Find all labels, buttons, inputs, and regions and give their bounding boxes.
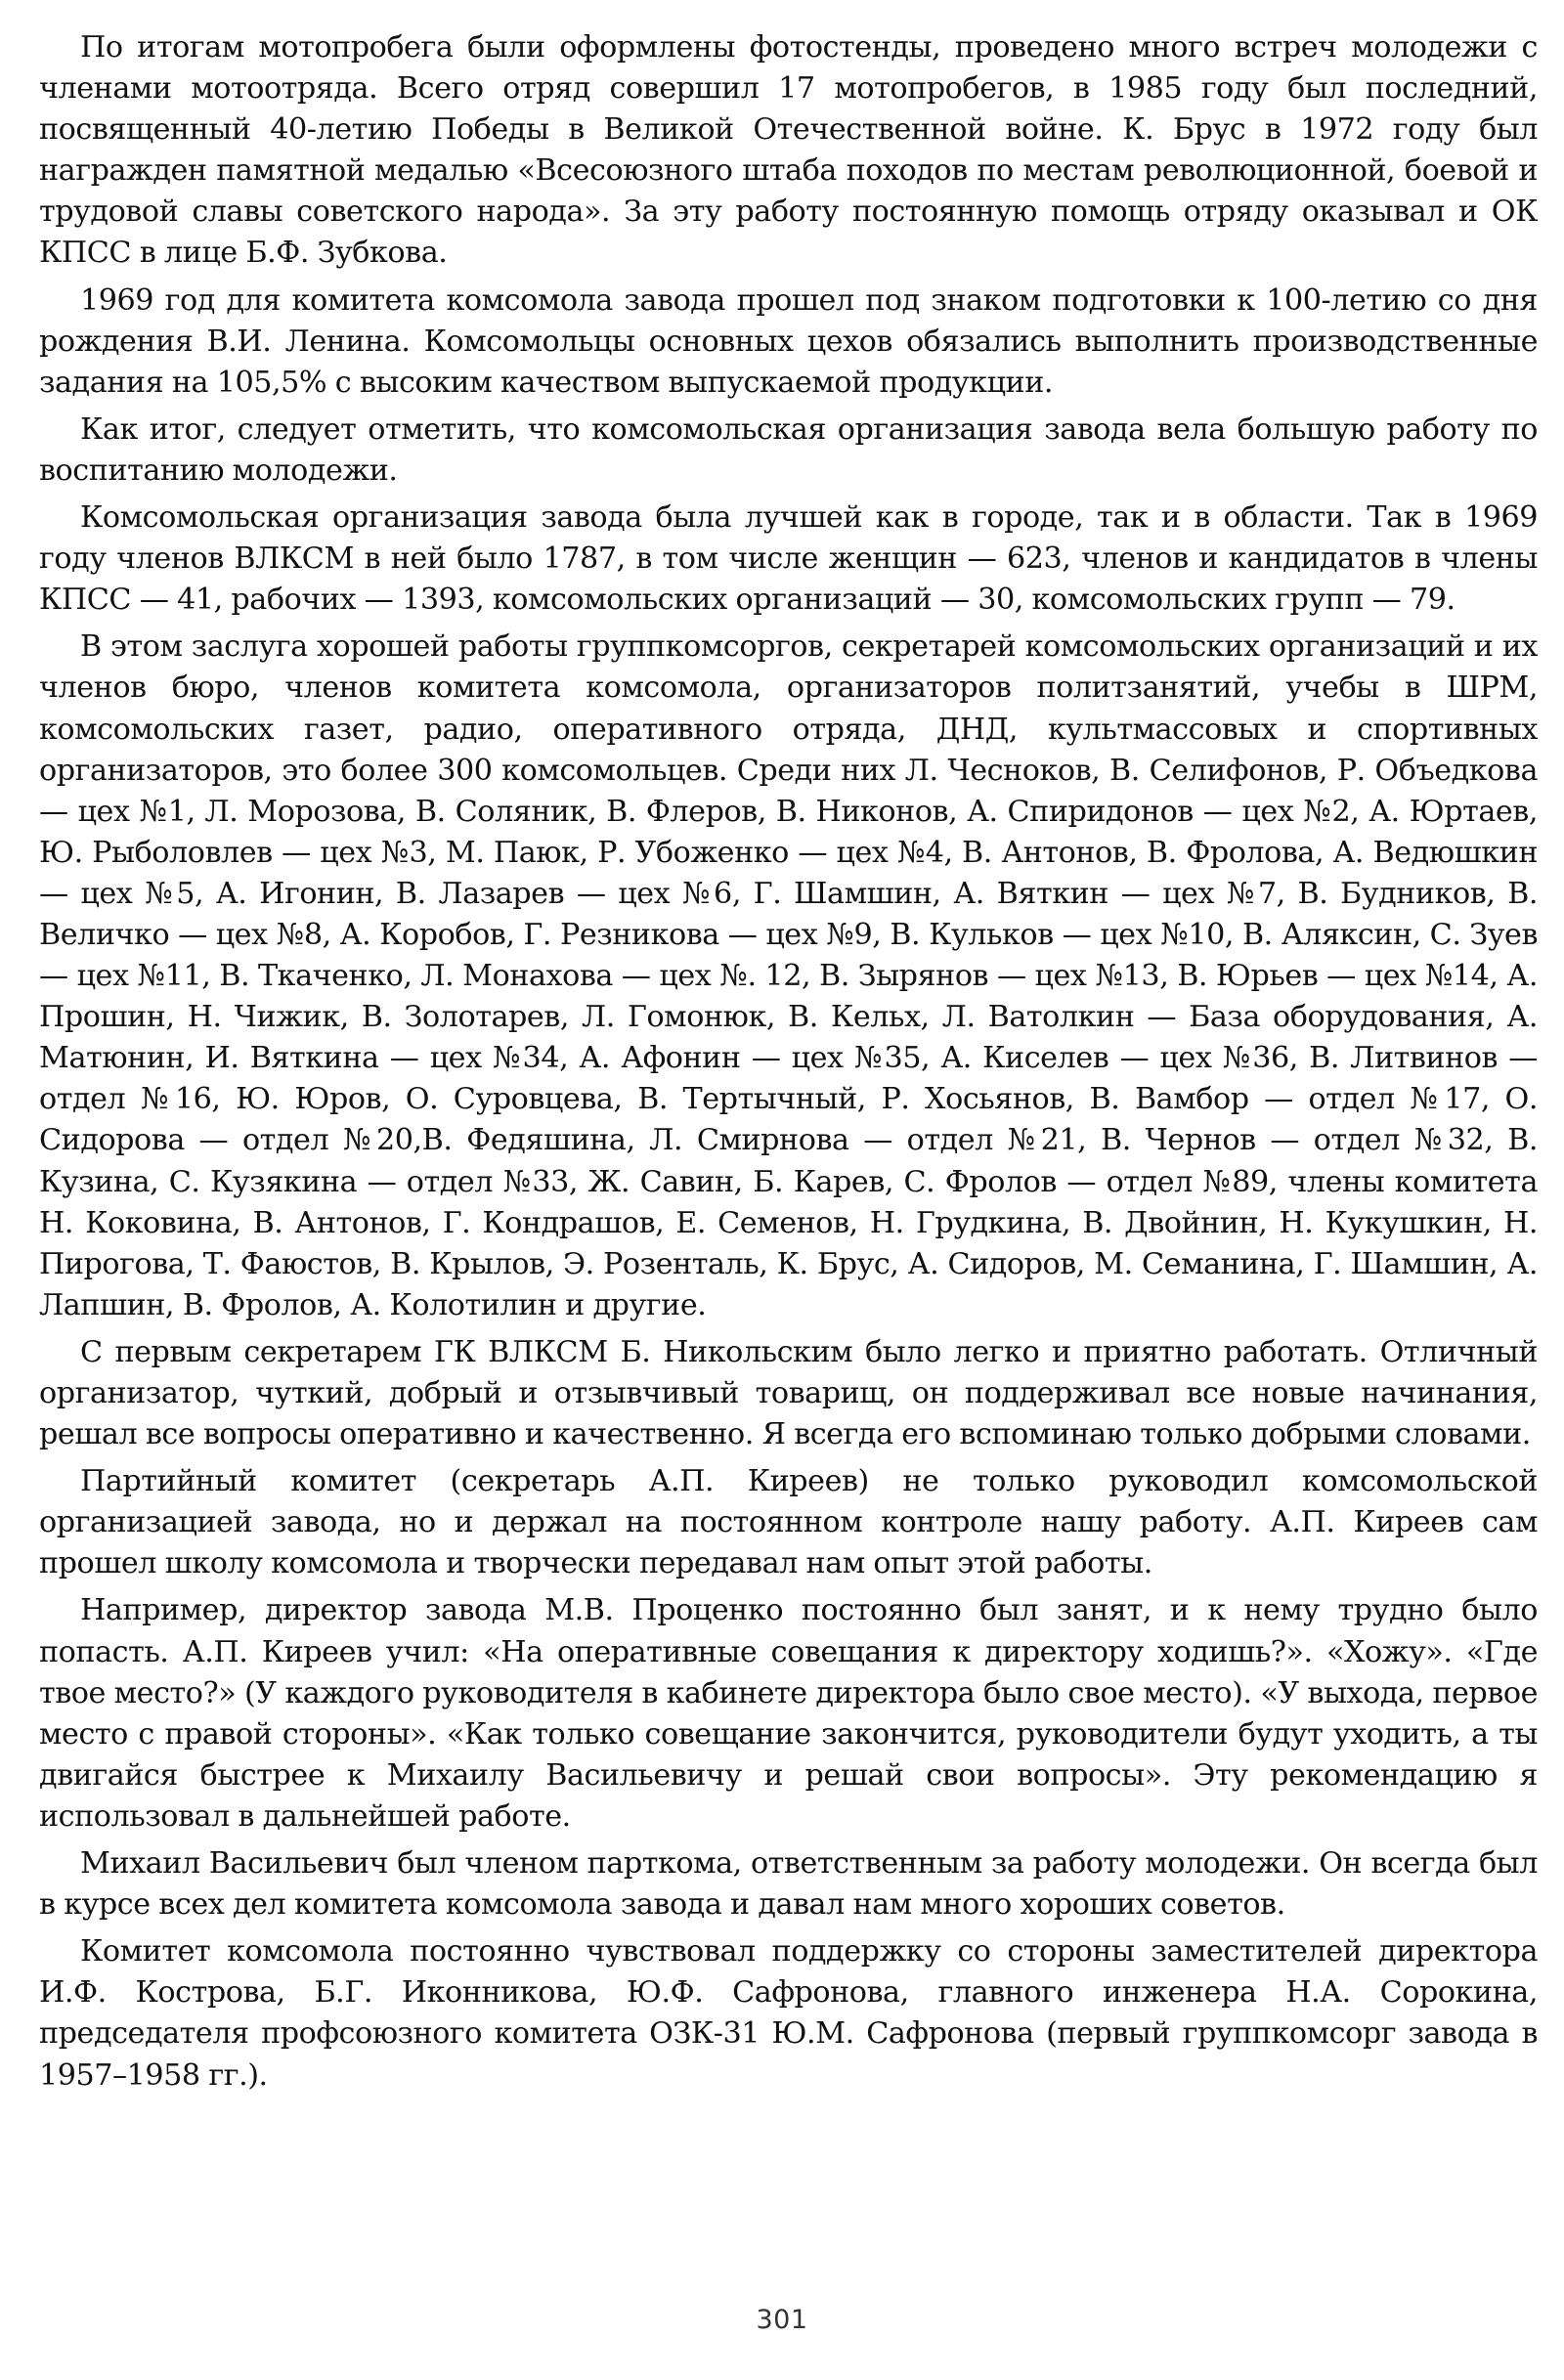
paragraph-8: Например, директор завода М.В. Проценко постоянно был занят, и к нему трудно было попасть. А.П. Киреев учил: «На оперативные совещания к директору ходишь?». «Хожу». «Где твое место?» (У каждого руководителя в кабинете директора было свое место). «У выхода, первое место с правой стороны». «Как только совещание закончится, руководители будут уходить, а ты двигайся быстрее к Михаилу Васильевичу и решай свои вопросы». Эту рекомендацию я использовал в дальнейшей работе. — [39, 1593, 1538, 1834]
page-body — [39, 27, 1538, 2102]
paragraph-7: Партийный комитет (секретарь А.П. Киреев) не только руководил комсомольской организацией завода, но и держал на постоянном контроле нашу работу. А.П. Киреев сам прошел школу комсомола и творчески передавал нам опыт этой работы. — [39, 1464, 1538, 1581]
paragraph-10: Комитет комсомола постоянно чувствовал поддержку со стороны заместителей директора И.Ф. Кострова, Б.Г. Иконникова, Ю.Ф. Сафронова, главного инженера Н.А. Сорокина, председателя профсоюзного комитета ОЗК-31 Ю.М. Сафронова (первый группкомсорг завода в 1957–1958 гг.). — [39, 1934, 1538, 2093]
paragraph-4: Комсомольская организация завода была лучшей как в городе, так и в области. Так в 1969 году членов ВЛКСМ в ней было 1787, в том числе женщин — 623, членов и кандидатов в члены КПСС — 41, рабочих — 1393, комсомольских организаций — 30, комсомольских групп — 79. — [39, 500, 1538, 618]
paragraph-2: 1969 год для комитета комсомола завода прошел под знаком подготовки к 100-летию со дня рождения В.И. Ленина. Комсомольцы основных цехов обязались выполнить производственные задания на 105,5% с высоким качеством выпускаемой продукции. — [39, 282, 1538, 400]
paragraph-5: В этом заслуга хорошей работы группкомсоргов, секретарей комсомольских организаций и их членов бюро, членов комитета комсомола, организаторов политзанятий, учебы в ШРМ, комсомольских газет, радио, оперативного отряда, ДНД, культмассовых и спортивных организаторов, это более 300 комсомольцев. Среди них Л. Чесноков, В. Селифонов, Р. Объедкова — цех №1, Л. Морозова, В. Соляник, В. Флеров, В. Никонов, А. Спиридонов — цех №2, А. Юртаев, Ю. Рыболовлев — цех №3, М. Паюк, Р. Убоженко — цех №4, В. Антонов, В. Фролова, А. Ведюшкин — цех №5, А. Игонин, В. Лазарев — цех №6, Г. Шамшин, А. Вяткин — цех №7, В. Будников, В. Величко — цех №8, А. Коробов, Г. Резникова — цех №9, В. Кульков — цех №10, В. Аляксин, С. Зуев — цех №11, В. Ткаченко, Л. Монахова — цех №. 12, В. Зырянов — цех №13, В. Юрьев — цех №14, А. Прошин, Н. Чижик, В. Золотарев, Л. Гомонюк, В. Кельх, Л. Ватолкин — База оборудования, А. Матюнин, И. Вяткина — цех №34, А. Афонин — цех №35, А. Киселев — цех №36, В. Литвинов — отдел №16, Ю. Юров, О. Суровцева, В. Тертычный, Р. Хосьянов, В. Вамбор — отдел №17, О. Сидорова — отдел №20,В. Федяшина, Л. Смирнова — отдел №21, В. Чернов — отдел №32, В. Кузина, С. Кузякина — отдел №33, Ж. Савин, Б. Карев, С. Фролов — отдел №89, члены комитета Н. Коковина, В. Антонов, Г. Кондрашов, Е. Семенов, Н. Грудкина, В. Двойнин, Н. Кукушкин, Н. Пирогова, Т. Фаюстов, В. Крылов, Э. Розенталь, К. Брус, А. Сидоров, М. Семанина, Г. Шамшин, А. Лапшин, В. Фролов, А. Колотилин и другие. — [39, 629, 1538, 1322]
page-number: 301 — [756, 2305, 808, 2335]
paragraph-3: Как итог, следует отметить, что комсомольская организация завода вела большую работу по воспитанию молодежи. — [39, 411, 1538, 488]
paragraph-6: С первым секретарем ГК ВЛКСМ Б. Никольским было легко и приятно работать. Отличный организатор, чуткий, добрый и отзывчивый товарищ, он поддерживал все новые начинания, решал все вопросы оперативно и качественно. Я всегда его вспоминаю только добрыми словами. — [39, 1334, 1538, 1452]
paragraph-1: По итогам мотопробега были оформлены фотостенды, проведено много встреч молодежи с членами мотоотряда. Всего отряд совершил 17 мотопробегов, в 1985 году был последний, посвященный 40-летию Победы в Великой Отечественной войне. К. Брус в 1972 году был награжден памятной медалью «Всесоюзного штаба походов по местам революционной, боевой и трудовой славы советского народа». За эту работу постоянную помощь отряду оказывал и ОК КПСС в лице Б.Ф. Зубкова. — [39, 30, 1538, 271]
paragraph-9: Михаил Васильевич был членом парткома, ответственным за работу молодежи. Он всегда был в курсе всех дел комитета комсомола завода и давал нам много хороших советов. — [39, 1846, 1538, 1923]
